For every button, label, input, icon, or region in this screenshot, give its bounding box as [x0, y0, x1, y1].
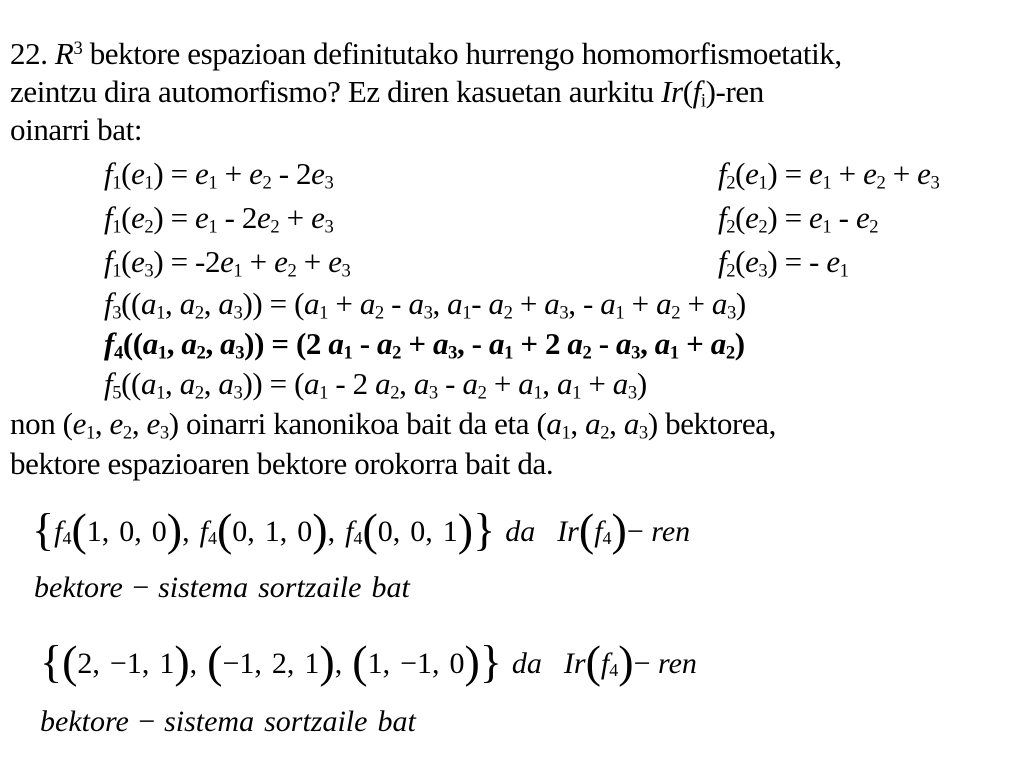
solution-set-1-caption: bektore − sistema sortzaile bat	[34, 571, 410, 604]
f5-definition: $f_5((a_1$, $a_2$, $a_3)) = (a_1 - 2$ $a_2$, $a_3 - a_2 + a_1$, $a_1 + a_3$)	[104, 366, 647, 404]
f3-definition: $f_3((a_1$, $a_2$, $a_3)) = (a_1 + a_2 - a_3$, $a_1-$ $a_2 + a_3$, - $a_1 + a_2 + a_3$)	[104, 286, 746, 324]
f1-e1-definition: $f_1(e_1) = e_1 + e_2 - 2e_3$	[104, 156, 334, 194]
f4-definition: $f_4((a_1$, $a_2$, $a_3)) = (2$ $a_1 - a_2 + a_3$, - $a_1 + 2$ $a_2 - a_3$, $a_1 + a_2$)	[104, 326, 745, 364]
solution-set-2-caption: bektore − sistema sortzaile bat	[40, 705, 416, 738]
canonical-basis-note: non ($e_1$, $e_2$, $e_3$) oinarri kanonikoa bait da eta ($a_1$, $a_2$, $a_3$) bektorea,	[10, 406, 776, 444]
f1-e2-definition: $f_1(e_2) = e_1 - 2e_2 + e_3$	[104, 200, 334, 238]
problem-title-line: 22. $R^3$ bektore espazioan definitutako hurrengo homomorfismoetatik,	[10, 36, 842, 71]
solution-set-2: {(2, −1, 1), (−1, 2, 1), (1, −1, 0)} da Ir(f4)− ren	[40, 636, 697, 687]
problem-basis-line: oinarri bat:	[10, 112, 143, 147]
f2-e2-definition: $f_2(e_2) = e_1 - e_2$	[718, 200, 879, 238]
problem-question-line: zeintzu dira automorfismo? Ez diren kasuetan aurkitu $Ir(f_i)$-ren	[10, 74, 764, 112]
general-vector-note: bektore espazioaren bektore orokorra bait da.	[10, 446, 554, 481]
f1-e3-definition: $f_1(e_3) = -2e_1 + e_2 + e_3$	[104, 244, 351, 282]
f2-e1-definition: $f_2(e_1) = e_1 + e_2 + e_3$	[718, 156, 940, 194]
f2-e3-definition: $f_2(e_3)$ = - $e_1$	[718, 244, 849, 282]
solution-set-1: {f4(1, 0, 0), f4(0, 1, 0), f4(0, 0, 1)} da Ir(f4)− ren	[32, 504, 691, 555]
